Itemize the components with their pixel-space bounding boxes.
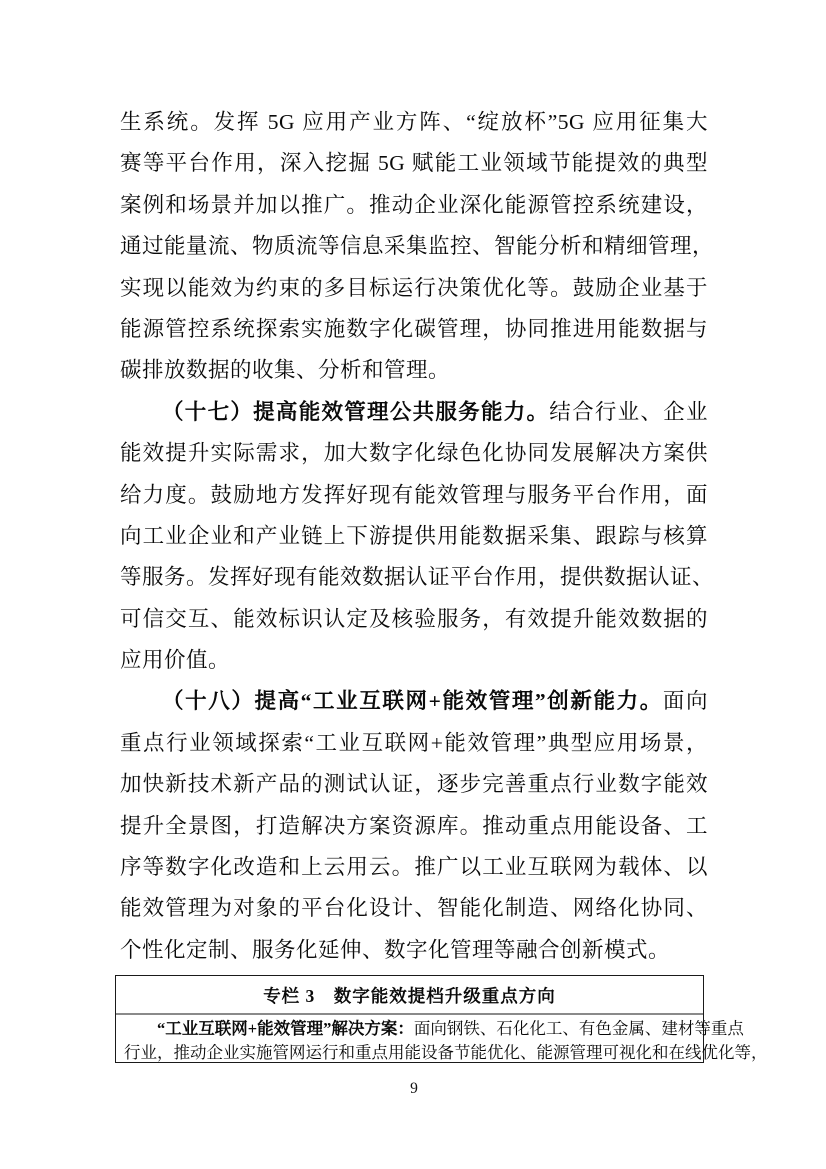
bold-text-segment: （十七）提高能效管理公共服务能力。 [162,399,550,424]
callout-box-body [116,1015,768,1068]
callout-box [115,975,768,1063]
body-line [120,888,708,929]
text-segment: 能源管控系统探索实施数字化碳管理，协同推进用能数据与 [120,316,708,341]
body-line [120,143,708,184]
bold-text-segment: “工业互联网+能效管理”解决方案： [157,1019,414,1038]
body-line [120,764,708,805]
text-segment: 提升全景图，打造解决方案资源库。推动重点用能设备、工 [120,813,708,838]
text-segment: 赛等平台作用，深入挖掘 5G 赋能工业领域节能提效的典型 [120,151,708,176]
body-line [120,640,708,681]
callout-box-title: 专栏 3 数字能效提档升级重点方向 [263,986,556,1006]
text-segment: 向工业企业和产业链上下游提供用能数据采集、跟踪与核算 [120,523,708,548]
body-line [120,309,708,350]
body-line [120,433,708,474]
body-line [120,557,715,598]
body-line [120,806,708,847]
body-line [120,681,708,722]
body-line [120,226,715,267]
body-line [120,847,708,888]
text-segment: 可信交互、能效标识认定及核验服务，有效提升能效数据的 [120,606,708,631]
text-segment: 应用价值。 [120,648,231,673]
text-segment: 行业，推动企业实施管网运行和重点用能设备节能优化、能源管理可视化和在线优化等， [124,1042,768,1062]
body-line [120,930,708,971]
page-number: 9 [410,1080,418,1097]
main-text-block [120,102,715,971]
callout-line [124,1017,744,1041]
text-segment: 碳排放数据的收集、分析和管理。 [120,358,451,383]
text-segment: 能效提升实际需求，加大数字化绿色化协同发展解决方案供 [120,441,708,466]
body-line [120,102,708,143]
bold-text-segment: （十八）提高“工业互联网+能效管理”创新能力。 [162,689,663,714]
text-segment: 实现以能效为约束的多目标运行决策优化等。鼓励企业基于 [120,275,708,300]
body-line [120,723,708,764]
body-line [120,350,708,391]
body-line [120,268,708,309]
text-segment: 生系统。发挥 5G 应用产业方阵、“绽放杯”5G 应用征集大 [120,110,708,134]
text-segment: 面向 [662,689,708,714]
body-line [120,475,708,516]
body-line [120,185,708,226]
body-line [120,599,708,640]
text-segment: 加快新技术新产品的测试认证，逐步完善重点行业数字能效 [120,772,708,797]
text-segment: 能效管理为对象的平台化设计、智能化制造、网络化协同、 [120,896,708,921]
body-line [120,516,708,557]
callout-line [124,1041,768,1065]
text-segment: 重点行业领域探索“工业互联网+能效管理”典型应用场景， [120,730,708,755]
text-segment: 个性化定制、服务化延伸、数字化管理等融合创新模式。 [120,937,671,962]
text-segment: 结合行业、企业 [549,399,708,424]
text-segment: 通过能量流、物质流等信息采集监控、智能分析和精细管理， [120,234,715,259]
text-segment: 案例和场景并加以推广。推动企业深化能源管控系统建设， [120,192,708,217]
text-segment: 序等数字化改造和上云用云。推广以工业互联网为载体、以 [120,855,708,880]
text-segment: 面向钢铁、石化化工、有色金属、建材等重点 [413,1019,744,1038]
text-segment: 等服务。发挥好现有能效数据认证平台作用，提供数据认证、 [120,565,715,590]
body-line [120,392,708,433]
text-segment: 给力度。鼓励地方发挥好现有能效管理与服务平台作用，面 [120,482,708,507]
